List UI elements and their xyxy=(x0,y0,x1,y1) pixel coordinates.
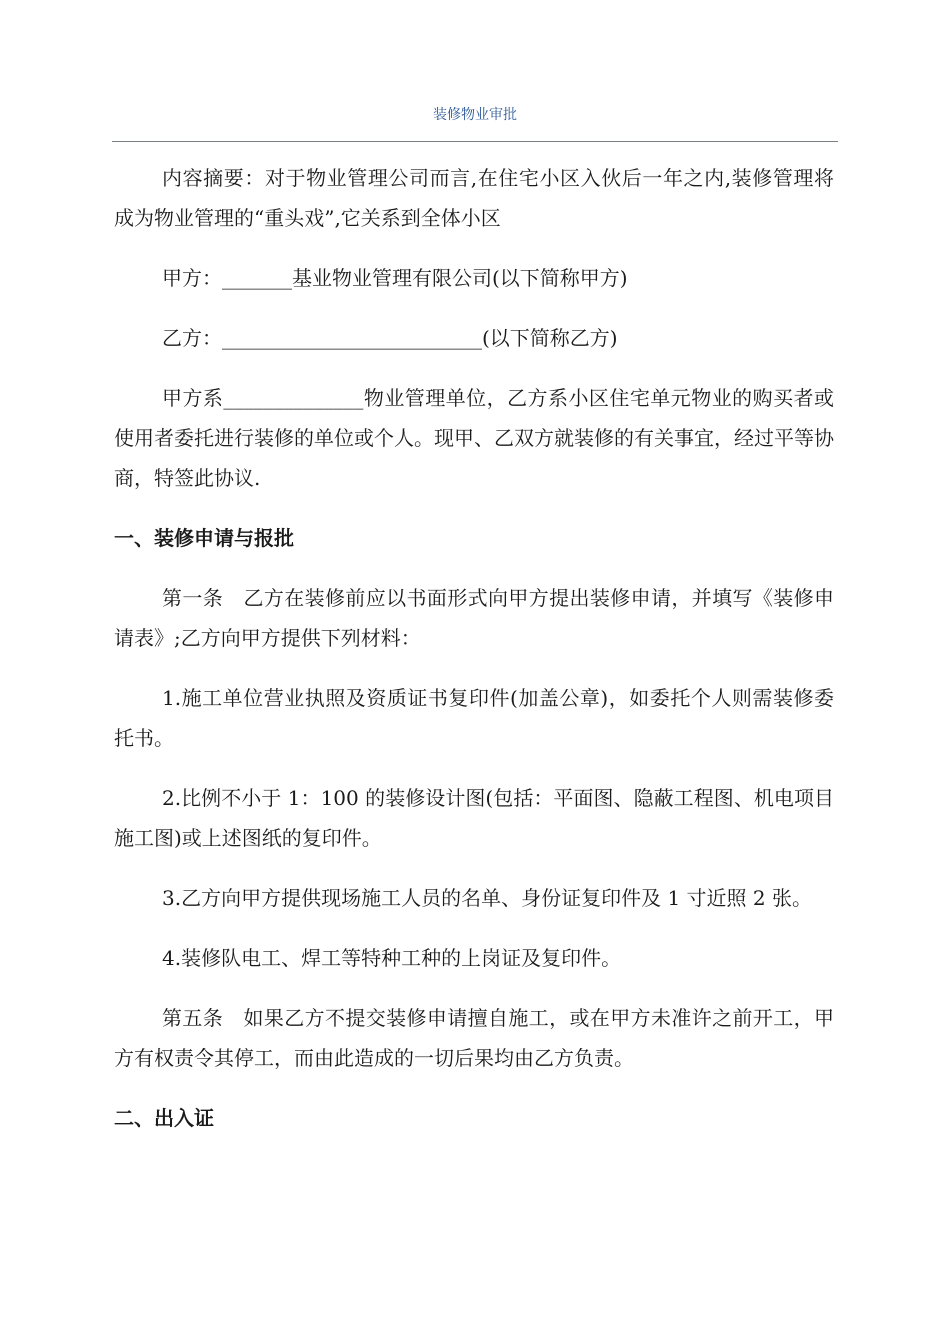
article-5: 第五条 如果乙方不提交装修申请擅自施工，或在甲方未准许之前开工，甲方有权责令其停工，而由此造成的一切后果均由乙方负责。 xyxy=(114,1006,834,1070)
intro-text: 物业管理单位，乙方系小区住宅单元物业的购买者或使用者委托进行装修的单位或个人。现甲、乙双方就装修的有关事宜，经过平等协商，特签此协议. xyxy=(114,386,835,490)
party-b-blank: __________________________ xyxy=(222,326,482,350)
party-b-line xyxy=(114,318,834,358)
list-item: 4.装修队电工、焊工等特种工种的上岗证及复印件。 xyxy=(162,946,622,970)
list-item: 2.比例不小于 1：100 的装修设计图(包括：平面图、隐蔽工程图、机电项目施工图)或上述图纸的复印件。 xyxy=(114,786,834,850)
document-body xyxy=(114,158,834,1158)
party-a-label: 甲方： xyxy=(162,266,222,290)
party-b-label: 乙方： xyxy=(162,326,222,350)
party-b-text: (以下简称乙方) xyxy=(482,326,618,350)
intro-prefix: 甲方系 xyxy=(162,386,224,410)
party-a-line xyxy=(114,258,834,298)
party-a-blank: _______ xyxy=(222,266,292,290)
list-item: 3.乙方向甲方提供现场施工人员的名单、身份证复印件及 1 寸近照 2 张。 xyxy=(162,886,812,910)
summary-paragraph: 内容摘要：对于物业管理公司而言,在住宅小区入伙后一年之内,装修管理将成为物业管理的“重头戏”,它关系到全体小区 xyxy=(114,166,834,230)
running-header: 装修物业审批 xyxy=(433,107,517,123)
intro-blank: ______________ xyxy=(223,386,364,410)
section-heading-2: 二、出入证 xyxy=(114,1106,214,1130)
intro-paragraph xyxy=(114,378,834,498)
section-heading-1: 一、装修申请与报批 xyxy=(114,526,294,550)
list-item: 1.施工单位营业执照及资质证书复印件(加盖公章)，如委托个人则需装修委托书。 xyxy=(114,686,834,750)
header-divider xyxy=(112,141,838,142)
party-a-text: 基业物业管理有限公司(以下简称甲方) xyxy=(292,266,628,290)
article-1: 第一条 乙方在装修前应以书面形式向甲方提出装修申请，并填写《装修申请表》;乙方向甲方提供下列材料： xyxy=(114,586,834,650)
